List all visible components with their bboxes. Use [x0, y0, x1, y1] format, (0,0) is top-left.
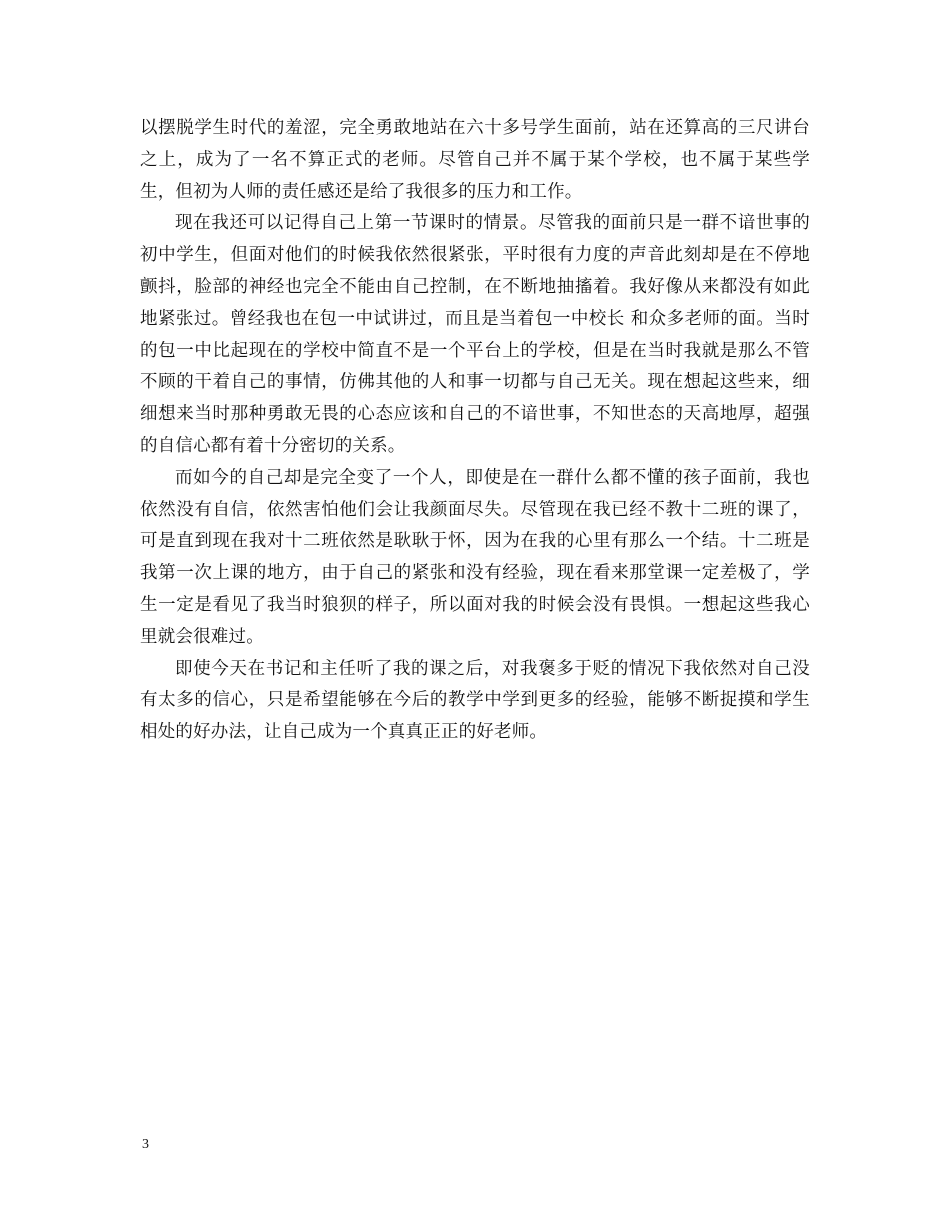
paragraph-4: 即使今天在书记和主任听了我的课之后，对我褒多于贬的情况下我依然对自己没有太多的信心，只是希望能够在今后的教学中学到更多的经验，能够不断捉摸和学生相处的好办法，让自己成为一个真真正正的好老师。: [140, 658, 810, 743]
paragraph-1: 以摆脱学生时代的羞涩，完全勇敢地站在六十多号学生面前，站在还算高的三尺讲台之上，成为了一名不算正式的老师。尽管自己并不属于某个学校，也不属于某些学生，但初为人师的责任感还是给了我很多的压力和工作。: [140, 118, 810, 202]
paragraph-3: 而如今的自己却是完全变了一个人，即使是在一群什么都不懂的孩子面前，我也依然没有自信，依然害怕他们会让我颜面尽失。尽管现在我已经不教十二班的课了，可是直到现在我对十二班依然是耿耿于怀，因为在我的心里有那么一个结。十二班是我第一次上课的地方，由于自己的紧张和没有经验，现在看来那堂课一定差极了，学生一定是看见了我当时狼狈的样子，所以面对我的时候会没有畏惧。一想起这些我心里就会很难过。: [140, 467, 810, 647]
paragraph-2: 现在我还可以记得自己上第一节课时的情景。尽管我的面前只是一群不谙世事的初中学生，但面对他们的时候我依然很紧张，平时很有力度的声音此刻却是在不停地颤抖，脸部的神经也完全不能由自己控制，在不断地抽搐着。我好像从来都没有如此地紧张过。曾经我也在包一中试讲过，而且是当着包一中校长 和众多老师的面。当时的包一中比起现在的学校中简直不是一个平台上的学校，但是在当时我就是那么不管不顾的干着自己的事情，仿佛其他的人和事一切都与自己无关。现在想起这些来，细细想来当时那种勇敢无畏的心态应该和自己的不谙世事，不知世态的天高地厚，超强的自信心都有着十分密切的关系。: [140, 213, 810, 456]
document-body: [140, 113, 810, 749]
page-number: 3: [142, 1137, 149, 1152]
